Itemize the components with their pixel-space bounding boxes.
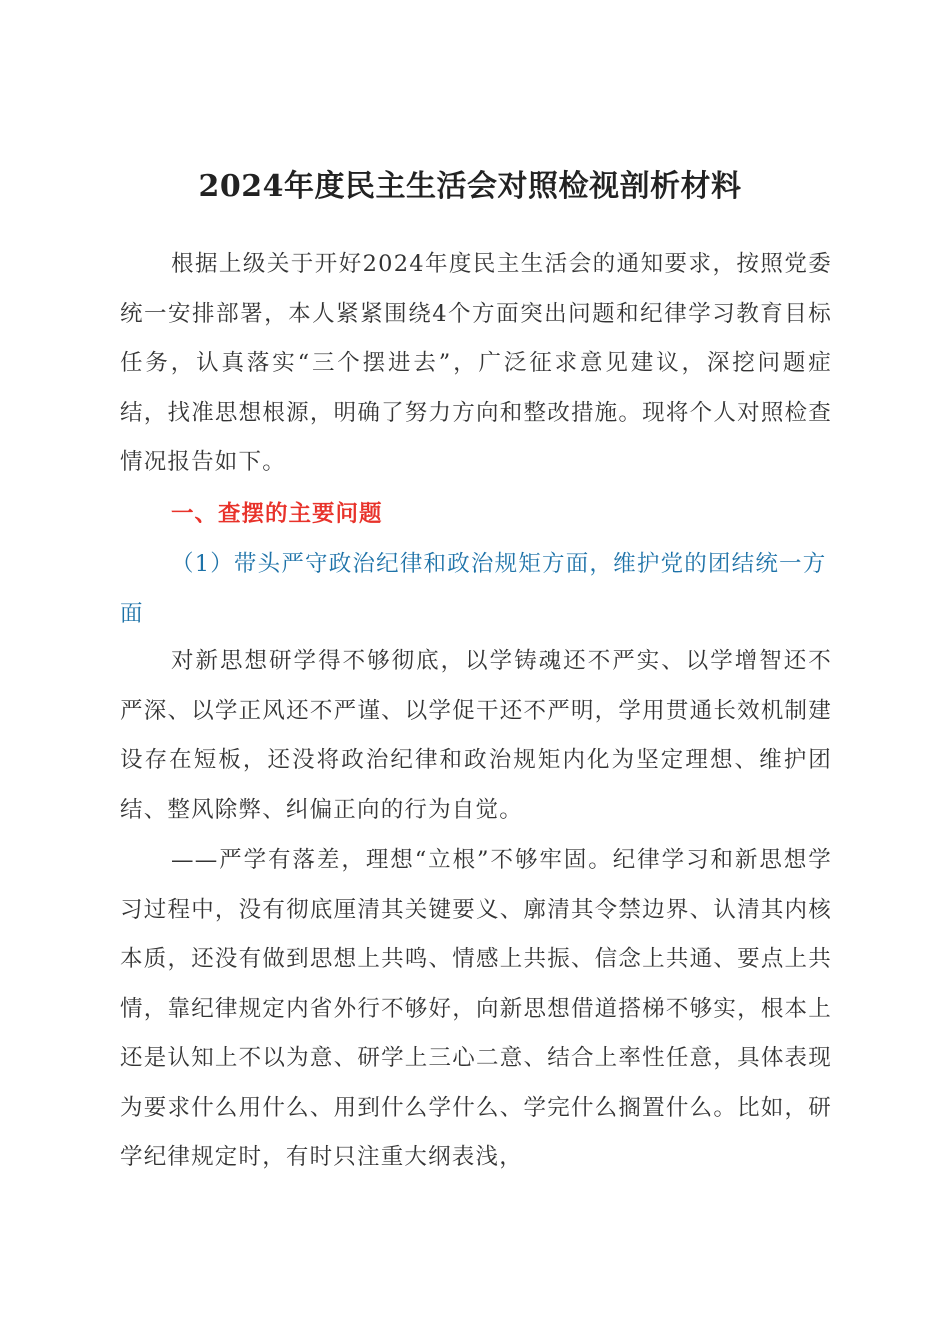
subsection-heading: （1）带头严守政治纪律和政治规矩方面，维护党的团结统一方面 bbox=[120, 551, 827, 627]
document-title: 2024年度民主生活会对照检视剖析材料 bbox=[198, 169, 742, 204]
body-paragraph: 对新思想研学得不够彻底，以学铸魂还不严实、以学增智还不严深、以学正风还不严谨、以学促干还不严明，学用贯通长效机制建设存在短板，还没将政治纪律和政治规矩内化为坚定理想、维护团结、整风除弊、纠偏正向的行为自觉。 bbox=[120, 648, 832, 823]
section-heading: 一、查摆的主要问题 bbox=[171, 501, 383, 527]
intro-paragraph: 根据上级关于开好2024年度民主生活会的通知要求，按照党委统一安排部署，本人紧紧围绕4个方面突出问题和纪律学习教育目标任务，认真落实“三个摆进去”，广泛征求意见建议，深挖问题症结，找准思想根源，明确了努力方向和整改措施。现将个人对照检查情况报告如下。 bbox=[120, 251, 832, 475]
body-paragraph: ——严学有落差，理想“立根”不够牢固。纪律学习和新思想学习过程中，没有彻底厘清其关键要义、廓清其令禁边界、认清其内核本质，还没有做到思想上共鸣、情感上共振、信念上共通、要点上共情，靠纪律规定内省外行不够好，向新思想借道搭梯不够实，根本上还是认知上不以为意、研学上三心二意、结合上率性任意，具体表现为要求什么用什么、用到什么学什么、学完什么搁置什么。比如，研学纪律规定时，有时只注重大纲表浅， bbox=[120, 847, 832, 1170]
